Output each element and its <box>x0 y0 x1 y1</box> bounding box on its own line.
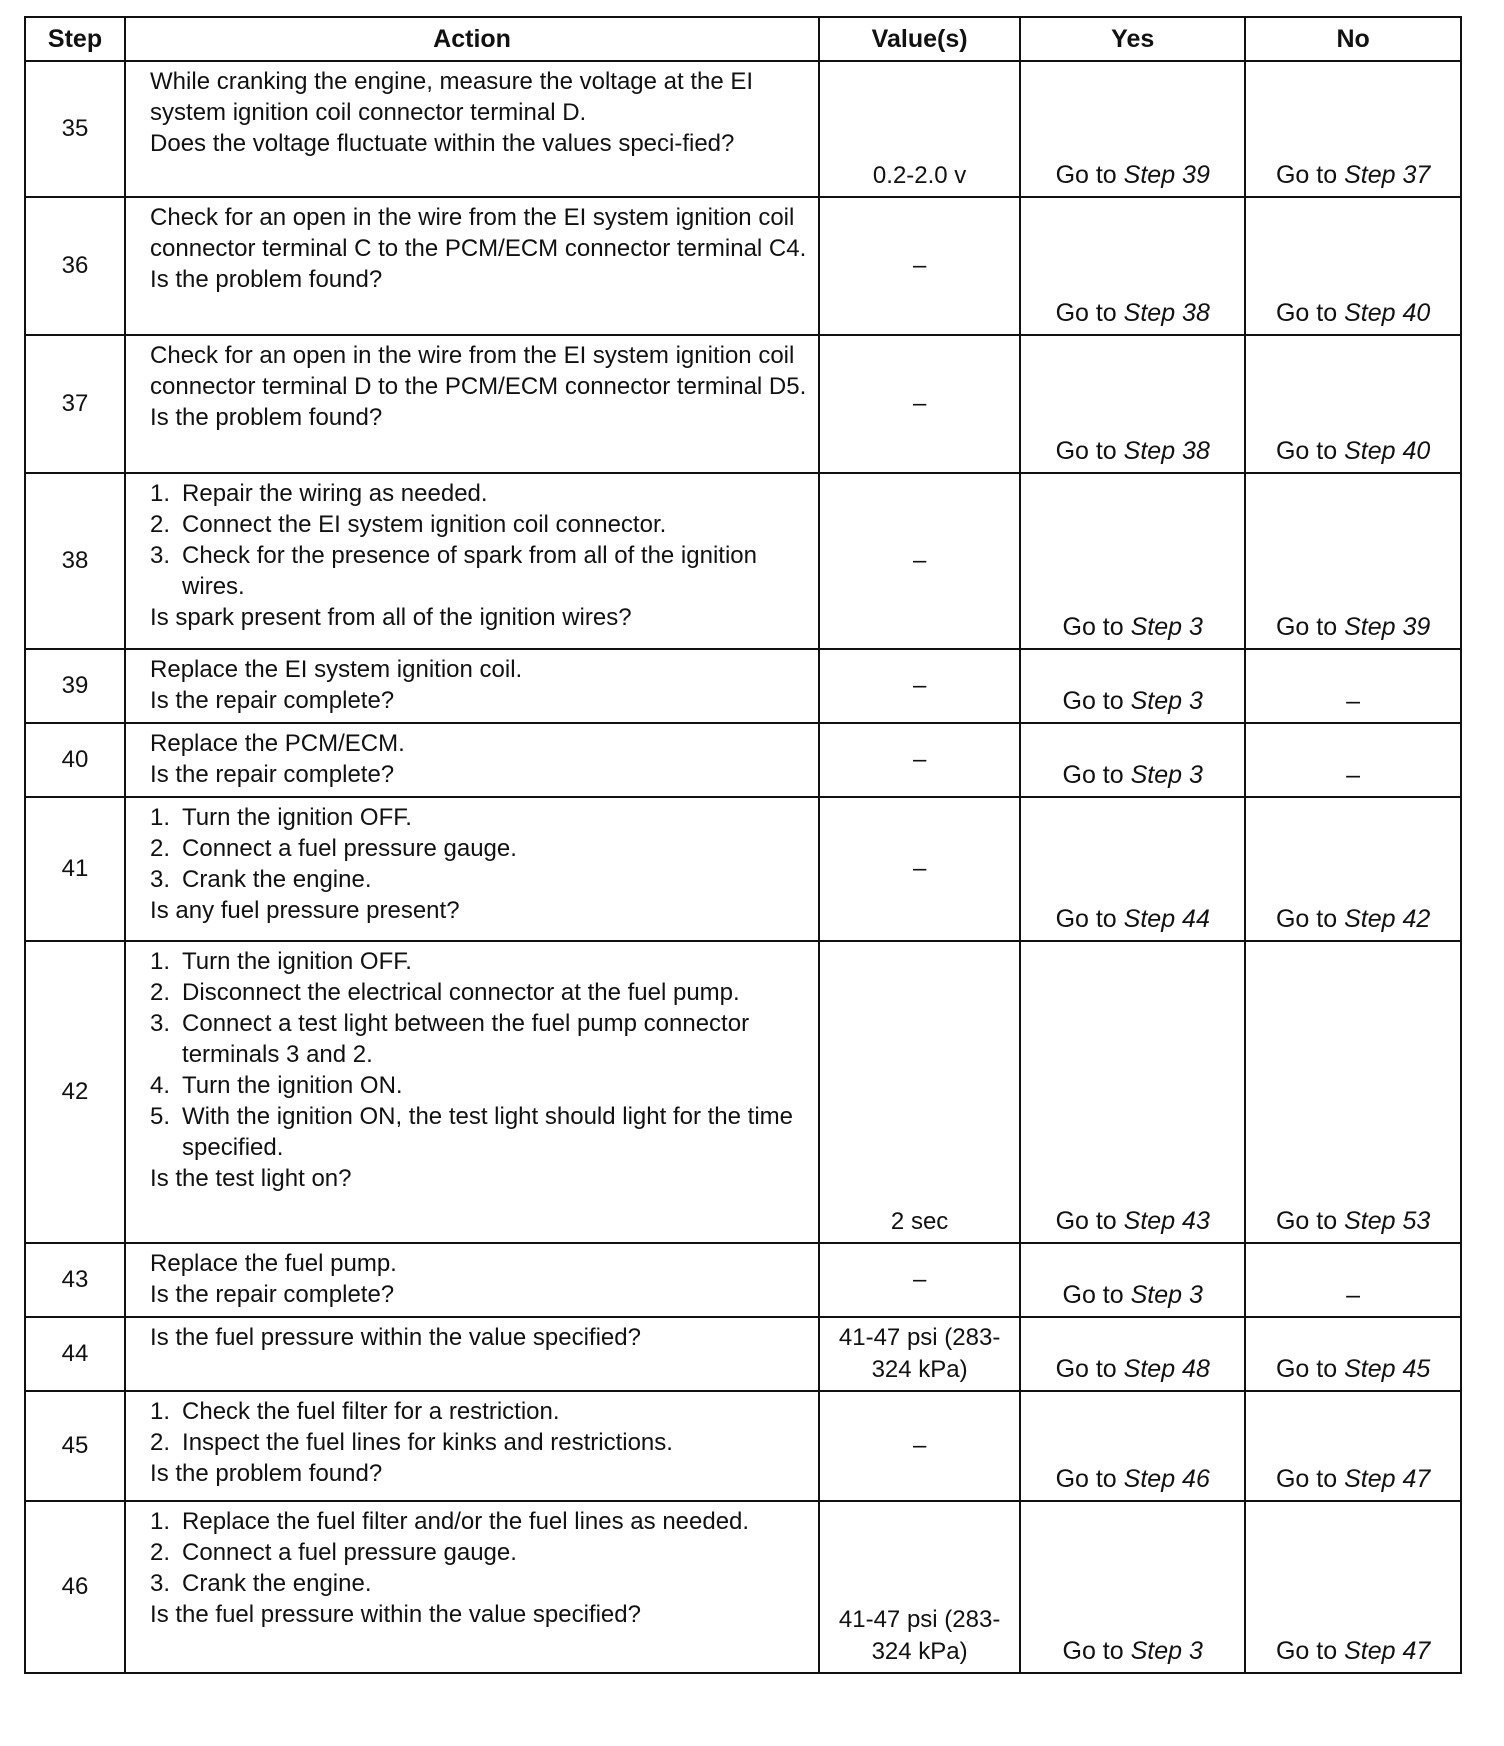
action-list-item <box>150 1427 808 1458</box>
action-line: Replace the PCM/ECM. <box>150 730 405 757</box>
yes-cell <box>1020 649 1245 723</box>
yes-cell <box>1020 941 1245 1243</box>
table-row <box>25 941 1461 1243</box>
action-cell <box>125 197 819 335</box>
action-line: Check for an open in the wire from the EI system ignition coil connector terminal C to the PCM/ECM connector terminal C4. <box>150 204 807 262</box>
no-cell: – <box>1245 1243 1461 1317</box>
action-line: Is the repair complete? <box>150 1281 395 1308</box>
list-number: 1. <box>150 804 171 831</box>
action-line: Is the fuel pressure within the value specified? <box>150 1601 641 1628</box>
go-to-prefix: Go to <box>1055 1355 1117 1383</box>
go-to-prefix: Go to <box>1055 299 1117 327</box>
step-number: 42 <box>25 941 125 1243</box>
go-to-step: Step 44 <box>1123 905 1210 933</box>
list-number: 1. <box>150 1508 171 1535</box>
value-cell: – <box>819 797 1020 941</box>
yes-cell <box>1020 723 1245 797</box>
value-cell: – <box>819 1391 1020 1501</box>
list-number: 2. <box>150 511 171 538</box>
go-to-step: Step 39 <box>1123 161 1210 189</box>
no-cell <box>1245 1391 1461 1501</box>
value-cell: – <box>819 1243 1020 1317</box>
list-number: 2. <box>150 1539 171 1566</box>
no-cell <box>1245 197 1461 335</box>
yes-cell <box>1020 1317 1245 1391</box>
go-to-step: Step 47 <box>1344 1637 1431 1665</box>
action-cell <box>125 61 819 197</box>
go-to-step: Step 53 <box>1344 1207 1431 1235</box>
action-line: While cranking the engine, measure the voltage at the EI system ignition coil connector terminal D. <box>150 68 754 126</box>
yes-cell <box>1020 335 1245 473</box>
go-to-prefix: Go to <box>1055 905 1117 933</box>
go-to-prefix: Go to <box>1055 437 1117 465</box>
list-text: Turn the ignition OFF. <box>182 804 412 831</box>
yes-cell <box>1020 1391 1245 1501</box>
action-list-item <box>150 540 808 602</box>
go-to-prefix: Go to <box>1275 161 1338 189</box>
action-list-item <box>150 1568 808 1599</box>
table-row <box>25 335 1461 473</box>
list-number: 1. <box>150 948 171 975</box>
list-text: Replace the fuel filter and/or the fuel lines as needed. <box>182 1508 750 1535</box>
action-cell <box>125 335 819 473</box>
go-to-step: Step 40 <box>1344 437 1431 465</box>
list-number: 2. <box>150 1429 171 1456</box>
go-to-prefix: Go to <box>1275 1355 1338 1383</box>
header-row <box>25 17 1461 61</box>
action-line: Replace the EI system ignition coil. <box>150 656 523 683</box>
action-list-item <box>150 1101 808 1163</box>
header-no: No <box>1245 17 1461 61</box>
action-list-item <box>150 1537 808 1568</box>
yes-cell <box>1020 797 1245 941</box>
list-text: Repair the wiring as needed. <box>182 480 488 507</box>
go-to-prefix: Go to <box>1275 613 1338 641</box>
no-cell <box>1245 1501 1461 1673</box>
go-to-prefix: Go to <box>1062 613 1124 641</box>
go-to-prefix: Go to <box>1062 1281 1124 1309</box>
go-to-step: Step 47 <box>1344 1465 1431 1493</box>
list-number: 3. <box>150 1010 171 1037</box>
list-text: Disconnect the electrical connector at the fuel pump. <box>182 979 740 1006</box>
value-cell: 0.2-2.0 v <box>819 61 1020 197</box>
step-number: 46 <box>25 1501 125 1673</box>
action-cell <box>125 1391 819 1501</box>
header-step: Step <box>25 17 125 61</box>
table-row <box>25 1391 1461 1501</box>
step-number: 43 <box>25 1243 125 1317</box>
list-number: 5. <box>150 1103 171 1130</box>
action-cell <box>125 797 819 941</box>
step-number: 40 <box>25 723 125 797</box>
action-cell <box>125 649 819 723</box>
action-line: Is the problem found? <box>150 404 383 431</box>
list-number: 4. <box>150 1072 171 1099</box>
table-row <box>25 1501 1461 1673</box>
go-to-prefix: Go to <box>1055 1207 1117 1235</box>
action-list-item <box>150 833 808 864</box>
list-number: 1. <box>150 1398 171 1425</box>
action-list-item <box>150 946 808 977</box>
list-text: Crank the engine. <box>182 866 372 893</box>
go-to-step: Step 3 <box>1130 1281 1203 1309</box>
table-row <box>25 797 1461 941</box>
go-to-step: Step 3 <box>1130 761 1203 789</box>
step-number: 36 <box>25 197 125 335</box>
go-to-prefix: Go to <box>1062 761 1124 789</box>
go-to-step: Step 38 <box>1123 299 1210 327</box>
go-to-step: Step 48 <box>1123 1355 1210 1383</box>
list-number: 3. <box>150 1570 171 1597</box>
go-to-prefix: Go to <box>1275 299 1338 327</box>
step-number: 35 <box>25 61 125 197</box>
value-cell: – <box>819 473 1020 649</box>
action-line: Is the fuel pressure within the value specified? <box>150 1324 641 1351</box>
list-number: 3. <box>150 542 171 569</box>
list-number: 1. <box>150 480 171 507</box>
action-list-item <box>150 1506 808 1537</box>
action-line: Is the repair complete? <box>150 687 395 714</box>
action-list-item <box>150 1008 808 1070</box>
yes-cell <box>1020 61 1245 197</box>
step-number: 41 <box>25 797 125 941</box>
go-to-step: Step 46 <box>1123 1465 1210 1493</box>
go-to-prefix: Go to <box>1055 1465 1117 1493</box>
go-to-step: Step 39 <box>1344 613 1431 641</box>
go-to-prefix: Go to <box>1275 437 1338 465</box>
action-line: Is the test light on? <box>150 1165 352 1192</box>
step-number: 44 <box>25 1317 125 1391</box>
go-to-step: Step 3 <box>1130 687 1203 715</box>
list-number: 3. <box>150 866 171 893</box>
yes-cell <box>1020 473 1245 649</box>
no-cell <box>1245 61 1461 197</box>
step-number: 45 <box>25 1391 125 1501</box>
value-cell: – <box>819 197 1020 335</box>
list-number: 2. <box>150 835 171 862</box>
table-row <box>25 1243 1461 1317</box>
list-text: With the ignition ON, the test light should light for the time specified. <box>182 1103 793 1161</box>
table-row <box>25 473 1461 649</box>
value-cell: 41-47 psi (283-324 kPa) <box>819 1501 1020 1673</box>
go-to-prefix: Go to <box>1275 1637 1338 1665</box>
go-to-step: Step 3 <box>1130 613 1203 641</box>
action-cell <box>125 723 819 797</box>
action-line: Is the problem found? <box>150 266 383 293</box>
action-cell <box>125 1243 819 1317</box>
go-to-prefix: Go to <box>1275 905 1338 933</box>
yes-cell <box>1020 1501 1245 1673</box>
action-cell <box>125 1317 819 1391</box>
go-to-step: Step 38 <box>1123 437 1210 465</box>
go-to-prefix: Go to <box>1055 161 1117 189</box>
action-list-item <box>150 1396 808 1427</box>
no-cell <box>1245 1317 1461 1391</box>
go-to-step: Step 40 <box>1344 299 1431 327</box>
action-list-item <box>150 1070 808 1101</box>
go-to-prefix: Go to <box>1275 1207 1338 1235</box>
action-line: Is any fuel pressure present? <box>150 897 460 924</box>
header-action: Action <box>125 17 819 61</box>
action-list-item <box>150 509 808 540</box>
table-row <box>25 1317 1461 1391</box>
action-list-item <box>150 864 808 895</box>
table-row <box>25 61 1461 197</box>
value-cell: 2 sec <box>819 941 1020 1243</box>
list-text: Connect the EI system ignition coil connector. <box>182 511 667 538</box>
table-body <box>25 61 1461 1673</box>
action-line: Check for an open in the wire from the EI system ignition coil connector terminal D to the PCM/ECM connector terminal D5. <box>150 342 807 400</box>
action-list-item <box>150 478 808 509</box>
action-cell <box>125 473 819 649</box>
diagnostic-table <box>24 16 1462 1674</box>
no-cell <box>1245 473 1461 649</box>
go-to-step: Step 45 <box>1344 1355 1431 1383</box>
no-cell: – <box>1245 649 1461 723</box>
table-row <box>25 197 1461 335</box>
go-to-prefix: Go to <box>1275 1465 1338 1493</box>
go-to-prefix: Go to <box>1062 687 1124 715</box>
list-number: 2. <box>150 979 171 1006</box>
list-text: Turn the ignition ON. <box>182 1072 403 1099</box>
value-cell: – <box>819 649 1020 723</box>
action-line: Is the repair complete? <box>150 761 395 788</box>
table-row <box>25 649 1461 723</box>
go-to-step: Step 3 <box>1130 1637 1203 1665</box>
go-to-step: Step 37 <box>1344 161 1431 189</box>
action-line: Is spark present from all of the ignition wires? <box>150 604 632 631</box>
value-cell: – <box>819 723 1020 797</box>
step-number: 38 <box>25 473 125 649</box>
action-line: Is the problem found? <box>150 1460 383 1487</box>
go-to-prefix: Go to <box>1062 1637 1124 1665</box>
list-text: Check the fuel filter for a restriction. <box>182 1398 560 1425</box>
go-to-step: Step 43 <box>1123 1207 1210 1235</box>
header-yes: Yes <box>1020 17 1245 61</box>
list-text: Connect a fuel pressure gauge. <box>182 1539 517 1566</box>
header-values: Value(s) <box>819 17 1020 61</box>
action-line: Does the voltage fluctuate within the values speci-fied? <box>150 130 735 157</box>
action-cell <box>125 941 819 1243</box>
step-number: 39 <box>25 649 125 723</box>
no-cell <box>1245 941 1461 1243</box>
table-row <box>25 723 1461 797</box>
list-text: Connect a fuel pressure gauge. <box>182 835 517 862</box>
yes-cell <box>1020 197 1245 335</box>
no-cell: – <box>1245 723 1461 797</box>
action-list-item <box>150 802 808 833</box>
list-text: Check for the presence of spark from all of the ignition wires. <box>182 542 757 600</box>
value-cell: – <box>819 335 1020 473</box>
list-text: Inspect the fuel lines for kinks and restrictions. <box>182 1429 673 1456</box>
no-cell <box>1245 335 1461 473</box>
list-text: Connect a test light between the fuel pump connector terminals 3 and 2. <box>182 1010 750 1068</box>
list-text: Turn the ignition OFF. <box>182 948 412 975</box>
yes-cell <box>1020 1243 1245 1317</box>
action-list-item <box>150 977 808 1008</box>
value-cell: 41-47 psi (283-324 kPa) <box>819 1317 1020 1391</box>
list-text: Crank the engine. <box>182 1570 372 1597</box>
go-to-step: Step 42 <box>1344 905 1431 933</box>
no-cell <box>1245 797 1461 941</box>
action-cell <box>125 1501 819 1673</box>
action-line: Replace the fuel pump. <box>150 1250 397 1277</box>
step-number: 37 <box>25 335 125 473</box>
